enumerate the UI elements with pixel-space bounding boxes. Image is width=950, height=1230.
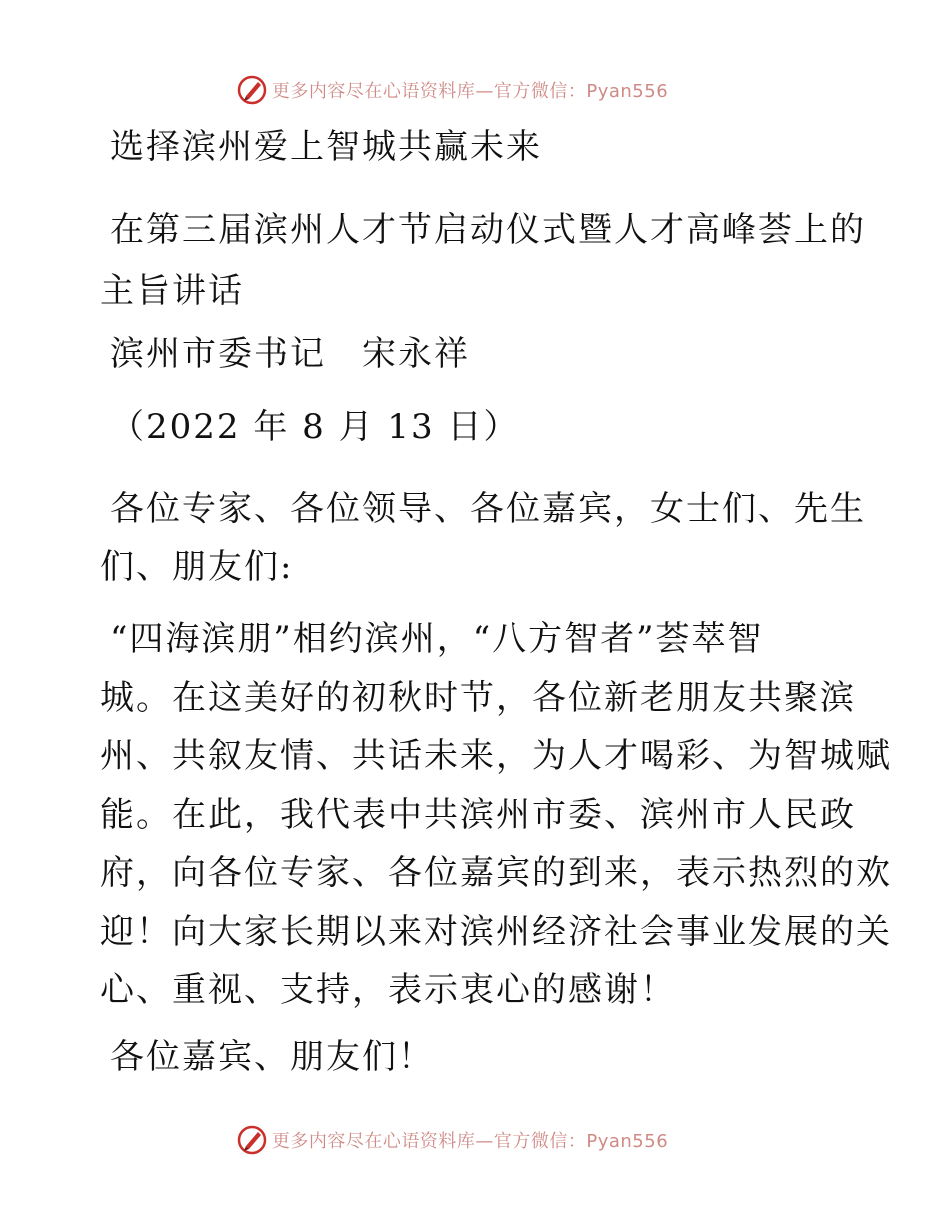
subtitle-line: 主旨讲话 [100,271,244,311]
speaker-line: 滨州市委书记 宋永祥 [110,334,470,374]
footer-watermark [0,1120,950,1160]
document-subtitle [100,200,866,322]
body-paragraph [100,610,892,1020]
paragraph-line: 州、共叙友情、共话未来，为人才喝彩、为智城赋 [100,736,892,776]
paragraph-line: “四海滨朋”相约滨州，“八方智者”荟萃智 [110,619,764,659]
salutation [100,480,866,596]
salutation-line: 各位专家、各位领导、各位嘉宾，女士们、先生 [110,489,866,529]
closing-salutation: 各位嘉宾、朋友们！ [110,1037,434,1077]
paragraph-line: 能。在此，我代表中共滨州市委、滨州市人民政 [100,794,856,835]
document-title: 选择滨州爱上智城共赢未来 [110,127,542,167]
subtitle-line: 在第三届滨州人才节启动仪式暨人才高峰荟上的 [110,210,866,250]
paragraph-line: 迎！向大家长期以来对滨州经济社会事业发展的关 [100,911,892,952]
watermark-text: 更多内容尽在心语资料库—官方微信：Pyan556 [271,1131,669,1152]
pen-circle-logo-icon [236,74,268,106]
salutation-line: 们、朋友们: [100,547,294,587]
header-watermark [0,70,950,110]
pen-circle-logo-icon [236,1124,268,1156]
paragraph-line: 府，向各位专家、各位嘉宾的到来，表示热烈的欢 [100,853,892,893]
watermark-text: 更多内容尽在心语资料库—官方微信：Pyan556 [271,81,669,102]
paragraph-line: 城。在这美好的初秋时节，各位新老朋友共聚滨 [100,677,856,718]
date-line: （2022 年 8 月 13 日） [110,407,520,447]
paragraph-line: 心、重视、支持，表示衷心的感谢！ [100,970,676,1010]
